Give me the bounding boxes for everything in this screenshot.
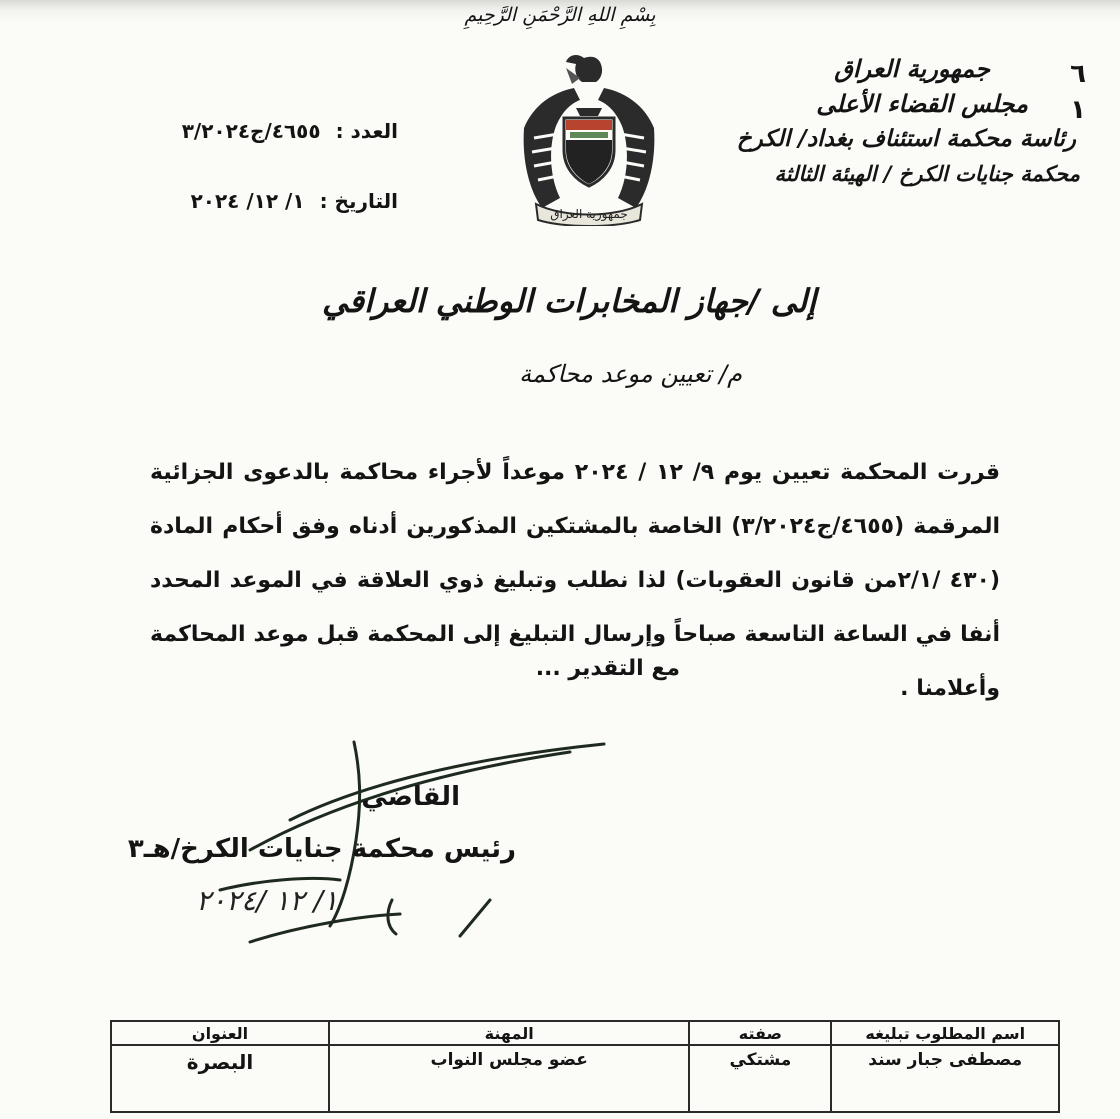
margin-mark: ٦ <box>1070 59 1086 89</box>
basmala: بِسْمِ اللهِ الرَّحْمَنِ الرَّحِيمِ <box>464 4 656 26</box>
letter-body: قررت المحكمة تعيين يوم ٩/ ١٢ / ٢٠٢٤ موعداً لأجراء محاكمة بالدعوى الجزائية المرقمة (٤٦٥٥/ج٣/٢٠٢٤) الخاصة بالمشتكين المذكورين أدناه وفق أحكام المادة (٤٣٠ /٢/١من قانون العقوبات) لذا نطلب وتبليغ ذوي العلاقة في الموعد المحدد أنفا في الساعة التاسعة صباحاً وإرسال التبليغ إلى المحكمة قبل موعد المحاكمة وأعلامنا . <box>150 460 1001 701</box>
emblem-ribbon-text: جمهورية العراق <box>550 207 628 221</box>
column-header-name: اسم المطلوب تبليغه <box>831 1021 1059 1045</box>
table-row <box>111 1045 1059 1112</box>
reference-date-row <box>108 182 398 220</box>
column-header-capacity: صفته <box>689 1021 831 1045</box>
column-header-address: العنوان <box>111 1021 329 1045</box>
header-line-council: مجلس القضاء الأعلى <box>816 90 1028 118</box>
reference-date-label: التاريخ : <box>319 189 398 213</box>
column-header-profession: المهنة <box>329 1021 689 1045</box>
iraq-emblem-icon <box>514 48 664 226</box>
table-header-row <box>111 1021 1059 1045</box>
reference-number-label: العدد : <box>335 119 398 143</box>
recipient: إلى /جهاز المخابرات الوطني العراقي <box>322 282 816 320</box>
margin-mark: ١ <box>1070 95 1086 125</box>
cell-address: البصرة <box>111 1045 329 1112</box>
closing-line: مع التقدير ... <box>535 656 680 681</box>
cell-name: مصطفى جبار سند <box>831 1045 1059 1112</box>
reference-number-row <box>108 112 398 150</box>
margin-marks <box>1070 56 1086 128</box>
judge-title: القاضي <box>361 782 460 812</box>
header-line-country: جمهورية العراق <box>834 55 990 83</box>
notification-table <box>110 1020 1060 1113</box>
header-line-appeal-court: رئاسة محكمة استئناف بغداد/ الكرخ <box>736 126 1076 152</box>
cell-capacity: مشتكي <box>689 1045 831 1112</box>
reference-number-value: ٤٦٥٥/ج٣/٢٠٢٤ <box>181 119 321 143</box>
issuer-header <box>737 52 1080 192</box>
cell-profession: عضو مجلس النواب <box>329 1045 689 1112</box>
subject-line: م/ تعيين موعد محاكمة <box>519 360 742 388</box>
reference-block <box>108 112 398 220</box>
reference-date-value: ١/ ١٢/ ٢٠٢٤ <box>190 189 305 213</box>
judge-position: رئيس محكمة جنايات الكرخ/هـ٣ <box>127 834 516 864</box>
handwritten-date: ١/ ١٢ /٢٠٢٤ <box>196 884 338 917</box>
header-line-criminal-court: محكمة جنايات الكرخ / الهيئة الثالثة <box>774 162 1080 186</box>
